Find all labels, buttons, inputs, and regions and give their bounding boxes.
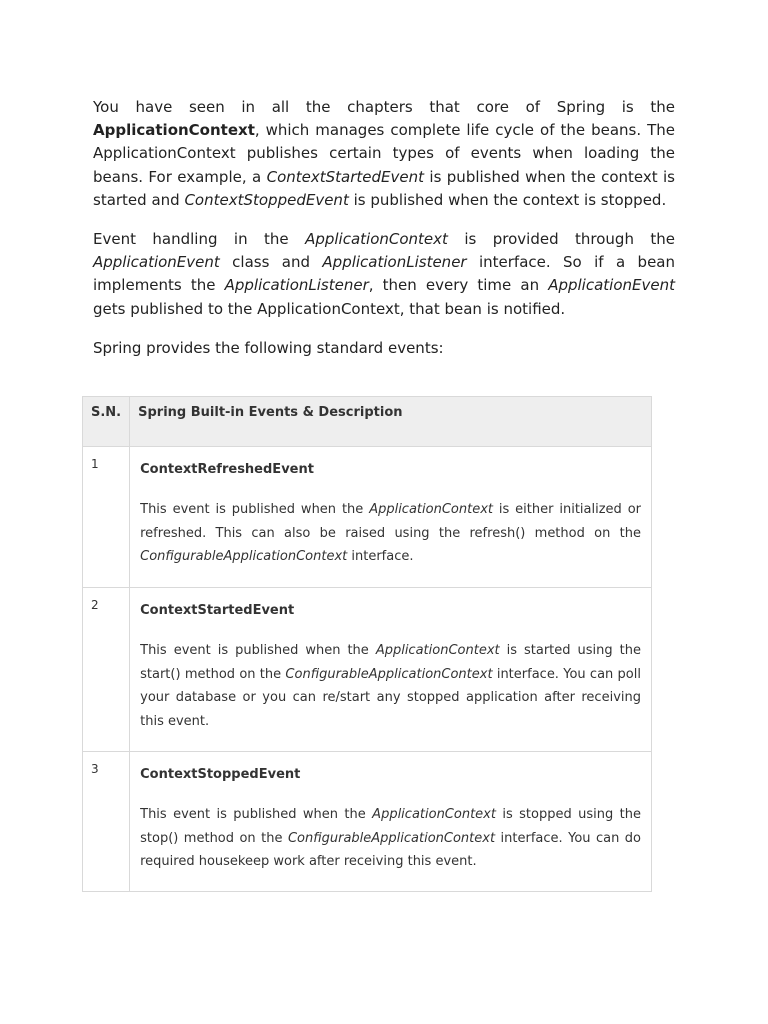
header-description: Spring Built-in Events & Description [130,397,652,447]
row-number: 3 [83,752,130,892]
event-description: This event is published when the ApplicationContext is started using the start() method on the ConfigurableApplicationContext interface. You can poll your database or you can re/start any stopped application after receiving this event. [140,643,641,729]
application-context-term: ApplicationContext [93,121,255,140]
intro-section [93,96,675,360]
row-number: 1 [83,447,130,588]
table-header-row [83,397,652,447]
event-description: This event is published when the ApplicationContext is either initialized or refreshed. This can also be raised using the refresh() method on the ConfigurableApplicationContext interface. [140,502,641,564]
table-row [83,447,652,588]
header-sn: S.N. [83,397,130,447]
intro-paragraph-1: You have seen in all the chapters that core of Spring is the ApplicationContext, which manages complete life cycle of the beans. The ApplicationContext publishes certain types of events when loading the beans. For example, a ContextStartedEvent is published when the context is started and ContextStoppedEvent is published when the context is stopped. [93,98,675,209]
event-description: This event is published when the ApplicationContext is stopped using the stop() method on the ConfigurableApplicationContext interface. You can do required housekeep work after receiving this event. [140,807,641,869]
intro-paragraph-2: Event handling in the ApplicationContext is provided through the ApplicationEvent class and ApplicationListener interface. So if a bean implements the ApplicationListener, then every time an ApplicationEvent gets published to the ApplicationContext, that bean is notified. [93,230,675,318]
event-cell [130,447,652,588]
event-cell [130,752,652,892]
events-table [82,396,652,892]
row-number: 2 [83,588,130,752]
event-name: ContextStartedEvent [140,603,295,618]
table-row [83,588,652,752]
event-cell [130,588,652,752]
event-name: ContextRefreshedEvent [140,462,314,477]
table-row [83,752,652,892]
table-intro-text: Spring provides the following standard events: [93,338,444,357]
event-name: ContextStoppedEvent [140,767,301,782]
